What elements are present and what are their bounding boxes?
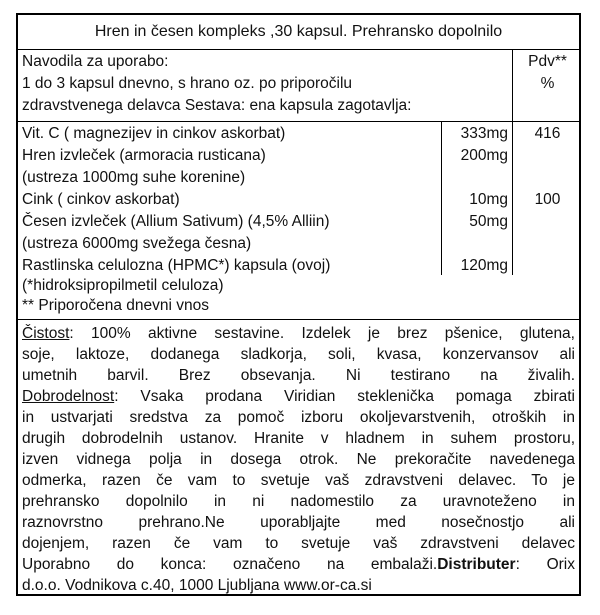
ingredient-row [18,211,579,233]
ingredient-name: Vit. C ( magnezijev in cinkov askorbat) [22,125,286,142]
notes-line: raznovrstno prehrano.Ne uporabljajte med nosečnostjo ali [22,514,575,531]
charity-heading: Dobrodelnost [22,388,115,405]
notes-line: in ustvarjati sredstva za pomoč izboru okoljevarstvenih, otroških in [22,409,575,426]
notes-line [22,386,575,407]
supplement-label [16,13,581,596]
ingredient-pdv: 100 [534,191,561,208]
distributor-label: Distributer [437,556,516,573]
purity-heading: Čistost [22,325,70,342]
ingredient-name: (ustreza 6000mg svežega česna) [22,235,252,252]
notes-line: d.o.o. Vodnikova c.40, 1000 Ljubljana www.or-ca.si [22,577,372,594]
ingredient-name: Rastlinska celulozna (HPMC*) kapsula (ovoj) [22,257,331,274]
notes-line: soje, laktoze, dodanega sladkorja, soli, kvasa, konzervansov ali [22,346,575,363]
pdv-header-unit: % [540,75,555,92]
ingredient-row [18,167,579,189]
footnote-row [18,295,579,317]
ingredient-amount: 333mg [460,125,508,142]
notes-line [22,323,575,344]
pdv-header-label: Pdv** [528,53,567,70]
ingredient-amount: 120mg [460,257,508,274]
product-title: Hren in česen kompleks ,30 kapsul. Prehransko dopolnilo [18,15,579,50]
directions-section [18,49,579,122]
notes-text: : Orix [515,556,575,573]
notes-text: : 100% aktivne sestavine. Izdelek je brez pšenice, glutena, [69,325,575,342]
ingredient-amount: 50mg [469,213,508,230]
notes-line: umetnih barvil. Brez obsevanja. Ni testirano na živalih. [22,367,575,384]
directions-line: zdravstvenega delavca Sestava: ena kapsula zagotavlja: [22,97,412,114]
ingredient-name: (ustreza 1000mg suhe korenine) [22,169,246,186]
notes-line: odmerka, razen če vam to svetuje vaš zdravstveni delavec. To je [22,472,575,489]
notes-line: izven vidnega polja in dosega otrok. Ne prekoračite navedenega [22,451,575,468]
directions-line: 1 do 3 kapsul dnevno, s hrano oz. po priporočilu [22,75,353,92]
directions-line: Navodila za uporabo: [22,53,169,70]
notes-text: Uporabno do konca: označeno na embalaži. [22,556,438,573]
notes-text: : Vsaka prodana Viridian steklenička pomaga zbirati [114,388,575,405]
notes-line: dojenjem, razen če vam to svetuje vaš zdravstveni delavec [22,535,575,552]
notes-line: drugih dobrodelnih ustanov. Hranite v hladnem in suhem prostoru, [22,430,575,447]
notes-section [22,323,575,596]
ingredient-amount: 200mg [460,147,508,164]
ingredient-row [18,145,579,167]
ingredient-row [18,233,579,255]
pdv-header [516,51,579,95]
ingredient-row [18,123,579,145]
ingredient-row [18,189,579,211]
directions-text [22,51,512,117]
ingredient-row [18,255,579,277]
footnote-text: ** Priporočena dnevni vnos [22,297,209,314]
ingredient-amount: 10mg [469,191,508,208]
column-divider [512,49,513,121]
notes-line [22,554,575,575]
ingredient-name: Cink ( cinkov askorbat) [22,191,180,208]
notes-line: prehransko dopolnilo in ni nadomestilo za uravnoteženo in [22,493,575,510]
ingredient-name: (*hidroksipropilmetil celuloza) [22,277,224,294]
ingredient-name: Česen izvleček (Allium Sativum) (4,5% Alliin) [22,213,330,230]
ingredient-row [18,275,579,297]
ingredient-pdv: 416 [534,125,561,142]
ingredients-table [18,121,579,320]
ingredient-name: Hren izvleček (armoracia rusticana) [22,147,266,164]
